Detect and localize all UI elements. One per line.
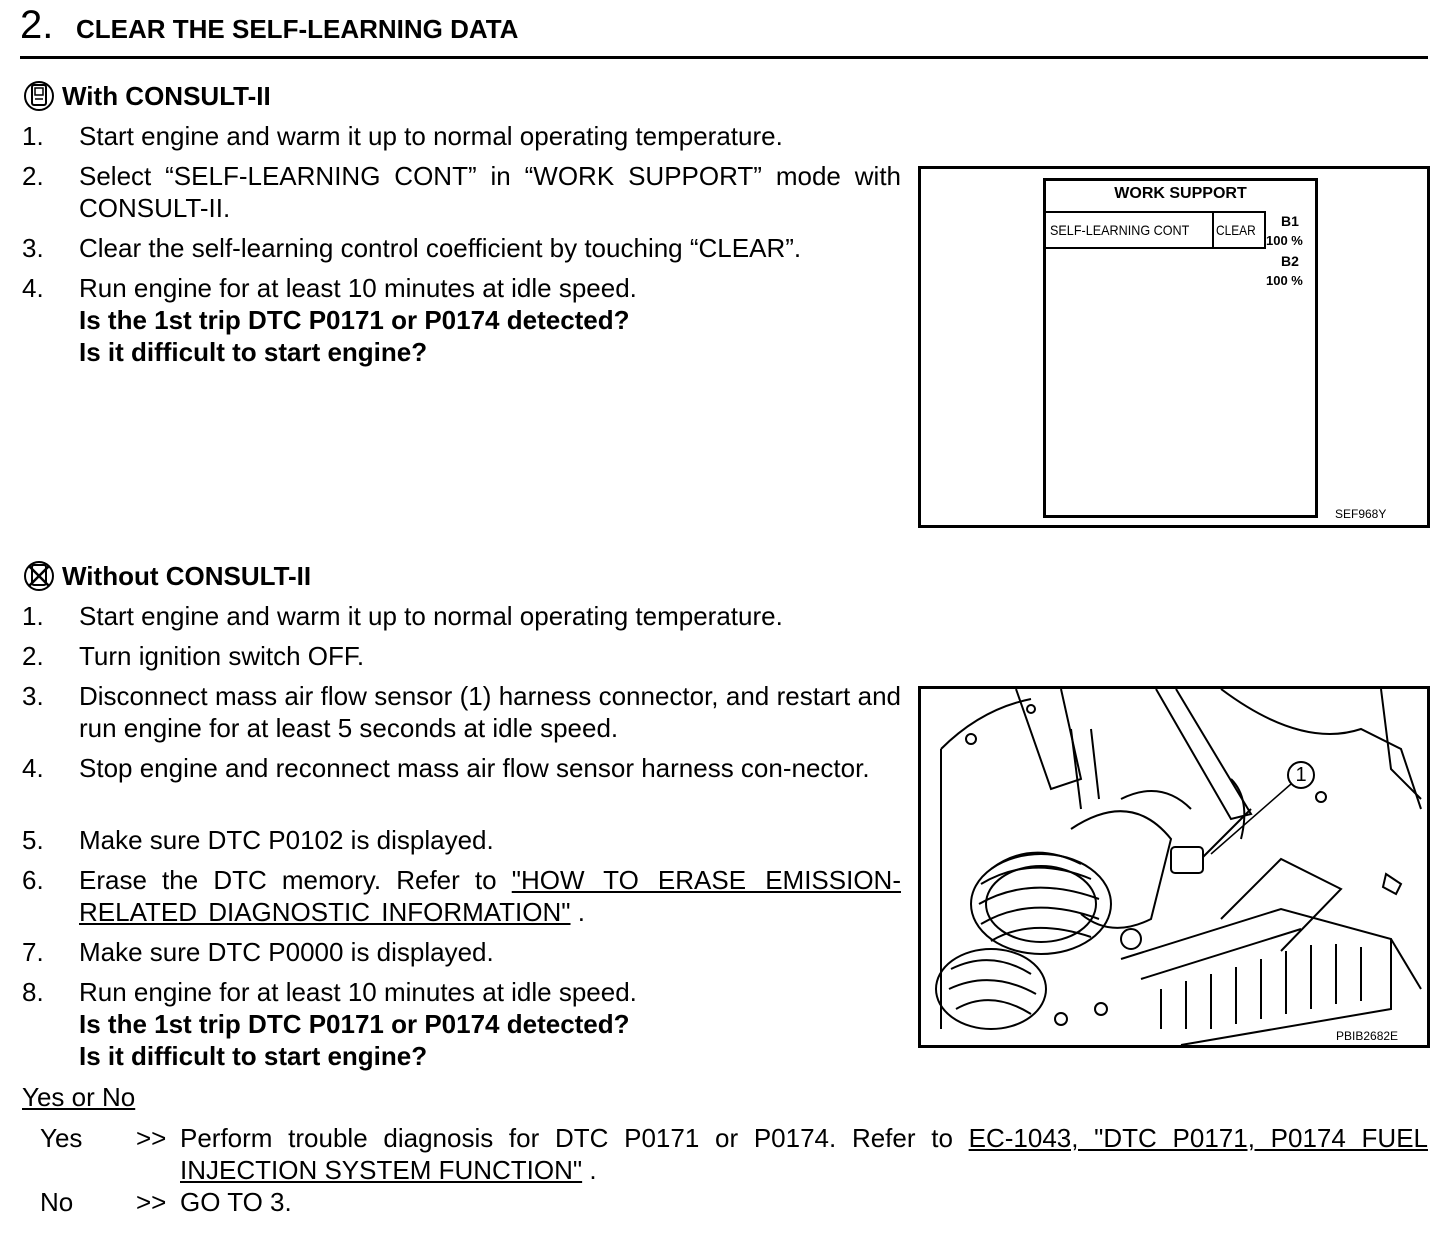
list-item: 8. Run engine for at least 10 minutes at idle speed. Is the 1st trip DTC P0171 or P0174 detected? Is it difficult to start engine? — [22, 976, 902, 1072]
section-number: 2. — [20, 3, 54, 47]
list-item: 2. Select “SELF-LEARNING CONT” in “WORK SUPPORT” mode with CONSULT-II. — [22, 161, 901, 223]
no-answer-text: GO TO 3. — [180, 1187, 292, 1217]
callout-label: 1 — [1295, 764, 1307, 786]
question-detected: Is the 1st trip DTC P0171 or P0174 detected? — [79, 1009, 630, 1039]
self-learning-cont-item[interactable]: SELF-LEARNING CONT — [1050, 222, 1190, 238]
list-item: 2. Turn ignition switch OFF. — [22, 641, 365, 671]
b2-label: B2 — [1281, 253, 1299, 269]
list-item: 6. Erase the DTC memory. Refer to "HOW TO ERASE EMISSION-RELATED DIAGNOSTIC INFORMATION" . — [22, 865, 901, 927]
work-support-title: WORK SUPPORT — [1114, 185, 1247, 202]
without-consult-heading — [22, 560, 311, 592]
clear-button[interactable]: CLEAR — [1216, 222, 1256, 238]
question-detected: Is the 1st trip DTC P0171 or P0174 detected? — [79, 305, 630, 335]
yes-answer-text: Perform trouble diagnosis for DTC P0171 or P0174. Refer to EC-1043, "DTC P0171, P0174 FUEL INJECTION SYSTEM FUNCTION" . — [180, 1123, 1428, 1185]
figure-code: PBIB2682E — [1336, 1029, 1399, 1043]
b2-value: 100 % — [1266, 273, 1303, 288]
b1-label: B1 — [1281, 213, 1299, 229]
no-arrow: >> — [136, 1187, 167, 1217]
with-consult-heading — [22, 80, 271, 112]
without-consult-label: Without CONSULT-II — [62, 561, 312, 591]
with-consult-label: With CONSULT-II — [62, 81, 271, 111]
figure-code: SEF968Y — [1335, 507, 1387, 521]
yes-arrow: >> — [136, 1123, 167, 1153]
work-support-screen — [1043, 178, 1318, 518]
yes-label: Yes — [40, 1123, 83, 1153]
dtc-p0171-link[interactable]: EC-1043, "DTC P0171, P0174 FUEL INJECTION SYSTEM FUNCTION" — [180, 1123, 1428, 1185]
b1-value: 100 % — [1266, 233, 1303, 248]
no-consult-icon — [22, 560, 56, 592]
yes-or-no-heading: Yes or No — [22, 1082, 136, 1112]
consult-icon — [22, 80, 56, 112]
list-item: 7. Make sure DTC P0000 is displayed. — [22, 937, 494, 967]
list-item: 3. Disconnect mass air flow sensor (1) harness connector, and restart and run engine for at least 5 seconds at idle speed. — [22, 681, 901, 743]
section-title: CLEAR THE SELF-LEARNING DATA — [76, 14, 519, 44]
engine-bay-figure — [918, 686, 1430, 1048]
list-item: 1. Start engine and warm it up to normal operating temperature. — [22, 121, 783, 151]
question-difficult-start: Is it difficult to start engine? — [79, 1041, 428, 1071]
list-item: 4. Run engine for at least 10 minutes at idle speed. Is the 1st trip DTC P0171 or P0174 detected? Is it difficult to start engine? — [22, 272, 902, 368]
list-item: 5. Make sure DTC P0102 is displayed. — [22, 825, 494, 855]
no-label: No — [40, 1187, 74, 1217]
list-item: 3. Clear the self-learning control coefficient by touching “CLEAR”. — [22, 233, 802, 263]
list-item: 4. Stop engine and reconnect mass air flow sensor harness con-nector. — [22, 753, 870, 783]
question-difficult-start: Is it difficult to start engine? — [79, 337, 428, 367]
work-support-figure — [918, 166, 1430, 528]
list-item: 1. Start engine and warm it up to normal operating temperature. — [22, 601, 783, 631]
header-rule — [20, 56, 1428, 59]
erase-dtc-link[interactable]: "HOW TO ERASE EMISSION-RELATED DIAGNOSTIC INFORMATION" — [79, 865, 901, 927]
engine-bay-illustration — [921, 689, 1427, 1045]
